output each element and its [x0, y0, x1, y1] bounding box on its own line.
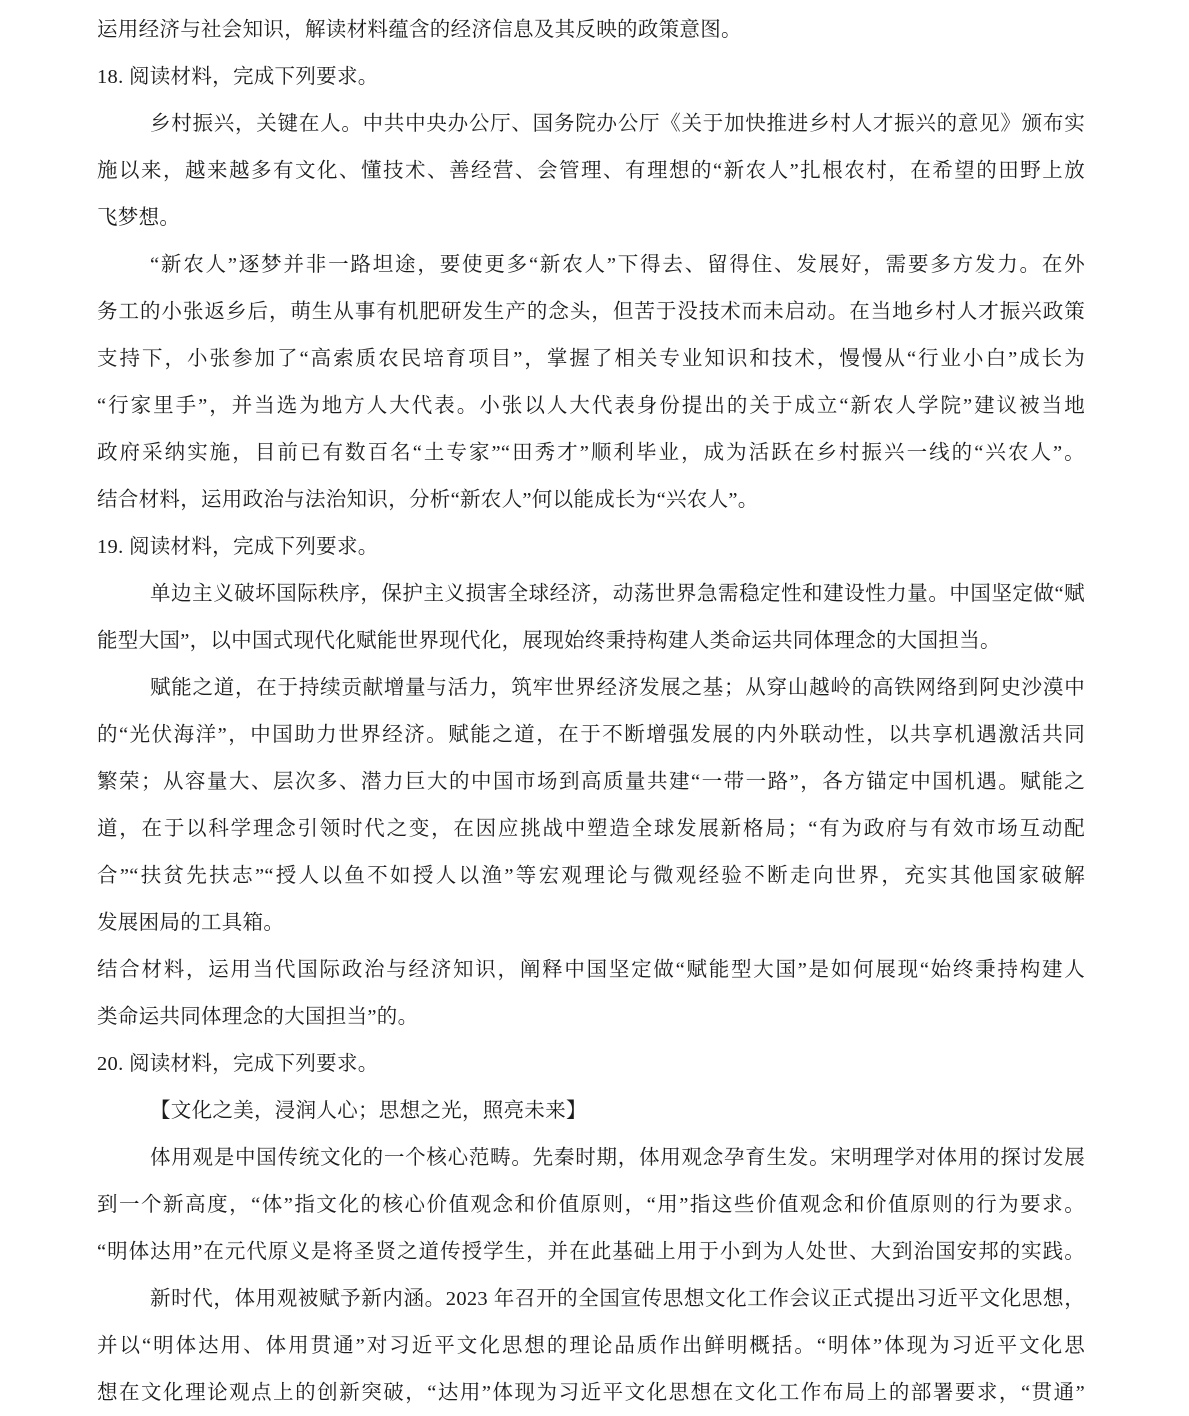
text-line: 并以“明体达用、体用贯通”对习近平文化思想的理论品质作出鲜明概括。“明体”体现为习近平文化思 — [97, 1335, 1085, 1357]
text-line: 结合材料，运用政治与法治知识，分析“新农人”何以能成长为“兴农人”。 — [97, 489, 759, 511]
text-line: 政府采纳实施，目前已有数百名“土专家”“田秀才”顺利毕业，成为活跃在乡村振兴一线的“兴农人”。 — [97, 442, 1085, 464]
text-line: 赋能之道，在于持续贡献增量与活力，筑牢世界经济发展之基；从穿山越岭的高铁网络到阿史沙漠中 — [150, 677, 1085, 699]
text-line: 支持下，小张参加了“高索质农民培育项目”，掌握了相关专业知识和技术，慢慢从“行业小白”成长为 — [97, 348, 1085, 370]
text-line: 能型大国”，以中国式现代化赋能世界现代化，展现始终秉持构建人类命运共同体理念的大国担当。 — [97, 630, 1001, 652]
text-line: 务工的小张返乡后，萌生从事有机肥研发生产的念头，但苦于没技术而未启动。在当地乡村人才振兴政策 — [97, 301, 1085, 323]
text-line: 新时代，体用观被赋予新内涵。2023 年召开的全国宣传思想文化工作会议正式提出习近平文化思想， — [150, 1288, 1085, 1310]
text-line: 到一个新高度，“体”指文化的核心价值观念和价值原则，“用”指这些价值观念和价值原则的行为要求。 — [97, 1194, 1085, 1216]
text-line: 施以来，越来越多有文化、懂技术、善经营、会管理、有理想的“新农人”扎根农村，在希望的田野上放 — [97, 160, 1085, 182]
text-line: 19. 阅读材料，完成下列要求。 — [97, 536, 379, 558]
text-line: 飞梦想。 — [97, 207, 181, 229]
text-line: 【文化之美，浸润人心；思想之光，照亮未来】 — [150, 1100, 587, 1122]
text-line: “行家里手”，并当选为地方人大代表。小张以人大代表身份提出的关于成立“新农人学院”建议被当地 — [97, 395, 1085, 417]
text-line: “新农人”逐梦并非一路坦途，要使更多“新农人”下得去、留得住、发展好，需要多方发力。在外 — [150, 254, 1085, 276]
text-line: 乡村振兴，关键在人。中共中央办公厅、国务院办公厅《关于加快推进乡村人才振兴的意见》颁布实 — [150, 113, 1085, 135]
text-line: 结合材料，运用当代国际政治与经济知识，阐释中国坚定做“赋能型大国”是如何展现“始终秉持构建人 — [97, 959, 1085, 981]
text-line: 繁荣；从容量大、层次多、潜力巨大的中国市场到高质量共建“一带一路”，各方锚定中国机遇。赋能之 — [97, 771, 1085, 793]
text-line: 18. 阅读材料，完成下列要求。 — [97, 66, 379, 88]
text-line: 类命运共同体理念的大国担当”的。 — [97, 1006, 419, 1028]
text-line: 发展困局的工具箱。 — [97, 912, 285, 934]
text-line: 道，在于以科学理念引领时代之变，在因应挑战中塑造全球发展新格局；“有为政府与有效市场互动配 — [97, 818, 1085, 840]
text-line: “明体达用”在元代原义是将圣贤之道传授学生，并在此基础上用于小到为人处世、大到治国安邦的实践。 — [97, 1241, 1085, 1263]
text-line: 单边主义破坏国际秩序，保护主义损害全球经济，动荡世界急需稳定性和建设性力量。中国坚定做“赋 — [150, 583, 1085, 605]
text-block — [97, 7, 1085, 1416]
text-line: 的“光伏海洋”，中国助力世界经济。赋能之道，在于不断增强发展的内外联动性，以共享机遇激活共同 — [97, 724, 1085, 746]
text-line: 体用观是中国传统文化的一个核心范畴。先秦时期，体用观念孕育生发。宋明理学对体用的探讨发展 — [150, 1147, 1085, 1169]
text-line: 20. 阅读材料，完成下列要求。 — [97, 1053, 379, 1075]
text-line: 运用经济与社会知识，解读材料蕴含的经济信息及其反映的政策意图。 — [97, 19, 742, 41]
text-line: 想在文化理论观点上的创新突破，“达用”体现为习近平文化思想在文化工作布局上的部署要求，“贯通” — [97, 1382, 1085, 1404]
text-line: 合”“扶贫先扶志”“授人以鱼不如授人以渔”等宏观理论与微观经验不断走向世界，充实其他国家破解 — [97, 865, 1085, 887]
